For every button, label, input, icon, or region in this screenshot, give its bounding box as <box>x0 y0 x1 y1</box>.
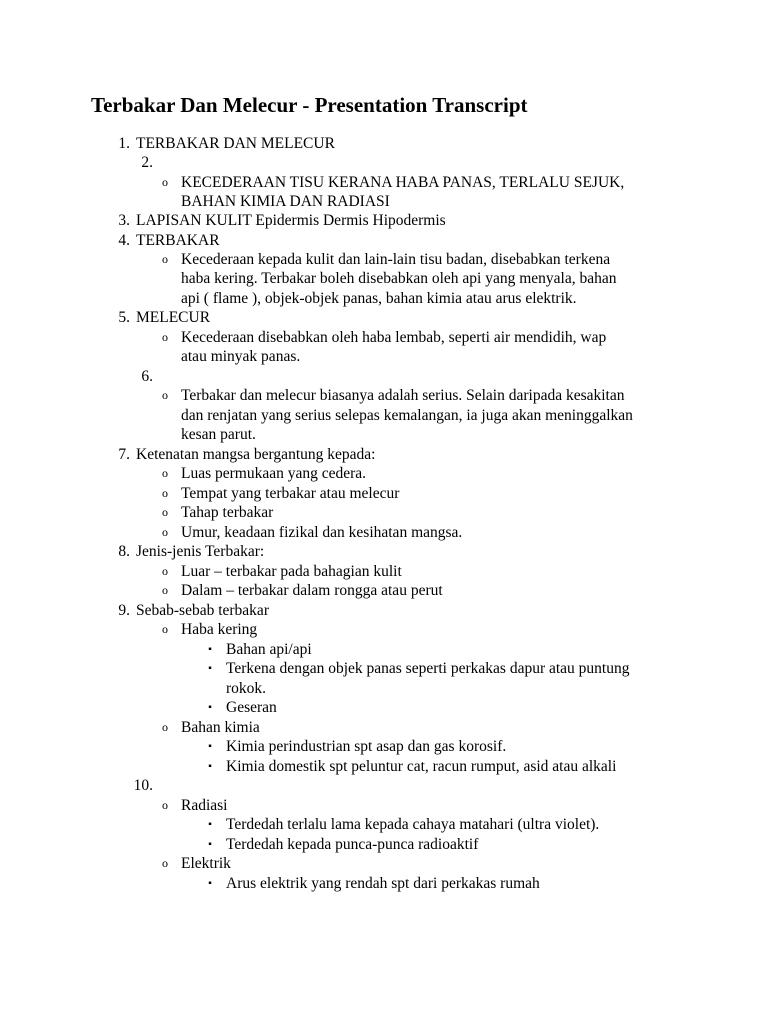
item-text: LAPISAN KULIT Epidermis Dermis Hipodermis <box>136 212 446 229</box>
circle-bullet-icon: o <box>162 388 168 402</box>
item-number: 5. <box>118 309 130 326</box>
item-text: Kimia perindustrian spt asap dan gas korosif. <box>226 738 507 755</box>
item-text: Elektrik <box>181 855 231 872</box>
square-bullet-icon: ▪ <box>208 839 212 850</box>
item-number: 3. <box>118 212 130 229</box>
item-text: kesan parut. <box>181 426 256 443</box>
item-text: Umur, keadaan fizikal dan kesihatan mangsa. <box>181 524 463 541</box>
item-number: 1. <box>118 135 130 152</box>
item-text: Kecederaan kepada kulit dan lain-lain tisu badan, disebabkan terkena <box>181 251 611 268</box>
item-text: Luas permukaan yang cedera. <box>181 465 367 482</box>
item-text: haba kering. Terbakar boleh disebabkan oleh api yang menyala, bahan <box>181 270 617 287</box>
circle-bullet-icon: o <box>162 798 168 812</box>
item-text: KECEDERAAN TISU KERANA HABA PANAS, TERLALU SEJUK, <box>181 174 625 191</box>
item-text: Luar – terbakar pada bahagian kulit <box>181 563 402 580</box>
item-text: dan renjatan yang serius selepas kemalangan, ia juga akan meninggalkan <box>181 407 633 424</box>
square-bullet-icon: ▪ <box>208 761 212 772</box>
item-text: Terdedah kepada punca-punca radioaktif <box>226 836 479 853</box>
item-text: BAHAN KIMIA DAN RADIASI <box>181 193 390 210</box>
square-bullet-icon: ▪ <box>208 663 212 674</box>
circle-bullet-icon: o <box>162 505 168 519</box>
item-number: 2. <box>141 154 153 171</box>
circle-bullet-icon: o <box>162 175 168 189</box>
item-text: Kimia domestik spt peluntur cat, racun rumput, asid atau alkali <box>226 758 617 775</box>
item-number: 4. <box>118 232 130 249</box>
circle-bullet-icon: o <box>162 720 168 734</box>
item-text: TERBAKAR <box>136 232 220 249</box>
item-text: rokok. <box>226 680 267 697</box>
item-text: Radiasi <box>181 797 228 814</box>
page-title: Terbakar Dan Melecur - Presentation Transcript <box>91 93 528 117</box>
item-text: TERBAKAR DAN MELECUR <box>136 135 335 152</box>
item-text: Terdedah terlalu lama kepada cahaya matahari (ultra violet). <box>226 816 600 833</box>
item-number: 8. <box>118 543 130 560</box>
circle-bullet-icon: o <box>162 622 168 636</box>
item-text: Tempat yang terbakar atau melecur <box>181 485 400 502</box>
item-text: Tahap terbakar <box>181 504 274 521</box>
item-text: Arus elektrik yang rendah spt dari perkakas rumah <box>226 875 540 892</box>
square-bullet-icon: ▪ <box>208 878 212 889</box>
item-text: Bahan kimia <box>181 719 260 736</box>
item-text: Dalam – terbakar dalam rongga atau perut <box>181 582 443 599</box>
square-bullet-icon: ▪ <box>208 702 212 713</box>
square-bullet-icon: ▪ <box>208 741 212 752</box>
item-text: Geseran <box>226 699 277 716</box>
item-number: 9. <box>118 602 130 619</box>
item-text: MELECUR <box>136 309 211 326</box>
item-text: Ketenatan mangsa bergantung kepada: <box>136 446 376 463</box>
circle-bullet-icon: o <box>162 330 168 344</box>
item-text: Bahan api/api <box>226 641 312 658</box>
item-text: api ( flame ), objek-objek panas, bahan kimia atau arus elektrik. <box>181 290 577 307</box>
item-number: 10. <box>133 777 153 794</box>
circle-bullet-icon: o <box>162 486 168 500</box>
item-number: 7. <box>118 446 130 463</box>
item-text: Terkena dengan objek panas seperti perkakas dapur atau puntung <box>226 660 630 677</box>
item-text: Haba kering <box>181 621 258 638</box>
item-text: Sebab-sebab terbakar <box>136 602 269 619</box>
circle-bullet-icon: o <box>162 583 168 597</box>
circle-bullet-icon: o <box>162 252 168 266</box>
circle-bullet-icon: o <box>162 525 168 539</box>
item-text: atau minyak panas. <box>181 348 301 365</box>
item-text: Kecederaan disebabkan oleh haba lembab, seperti air mendidih, wap <box>181 329 607 346</box>
circle-bullet-icon: o <box>162 856 168 870</box>
circle-bullet-icon: o <box>162 466 168 480</box>
item-number: 6. <box>141 368 153 385</box>
item-text: Terbakar dan melecur biasanya adalah serius. Selain daripada kesakitan <box>181 387 625 404</box>
square-bullet-icon: ▪ <box>208 819 212 830</box>
square-bullet-icon: ▪ <box>208 644 212 655</box>
item-text: Jenis-jenis Terbakar: <box>136 543 265 560</box>
circle-bullet-icon: o <box>162 564 168 578</box>
